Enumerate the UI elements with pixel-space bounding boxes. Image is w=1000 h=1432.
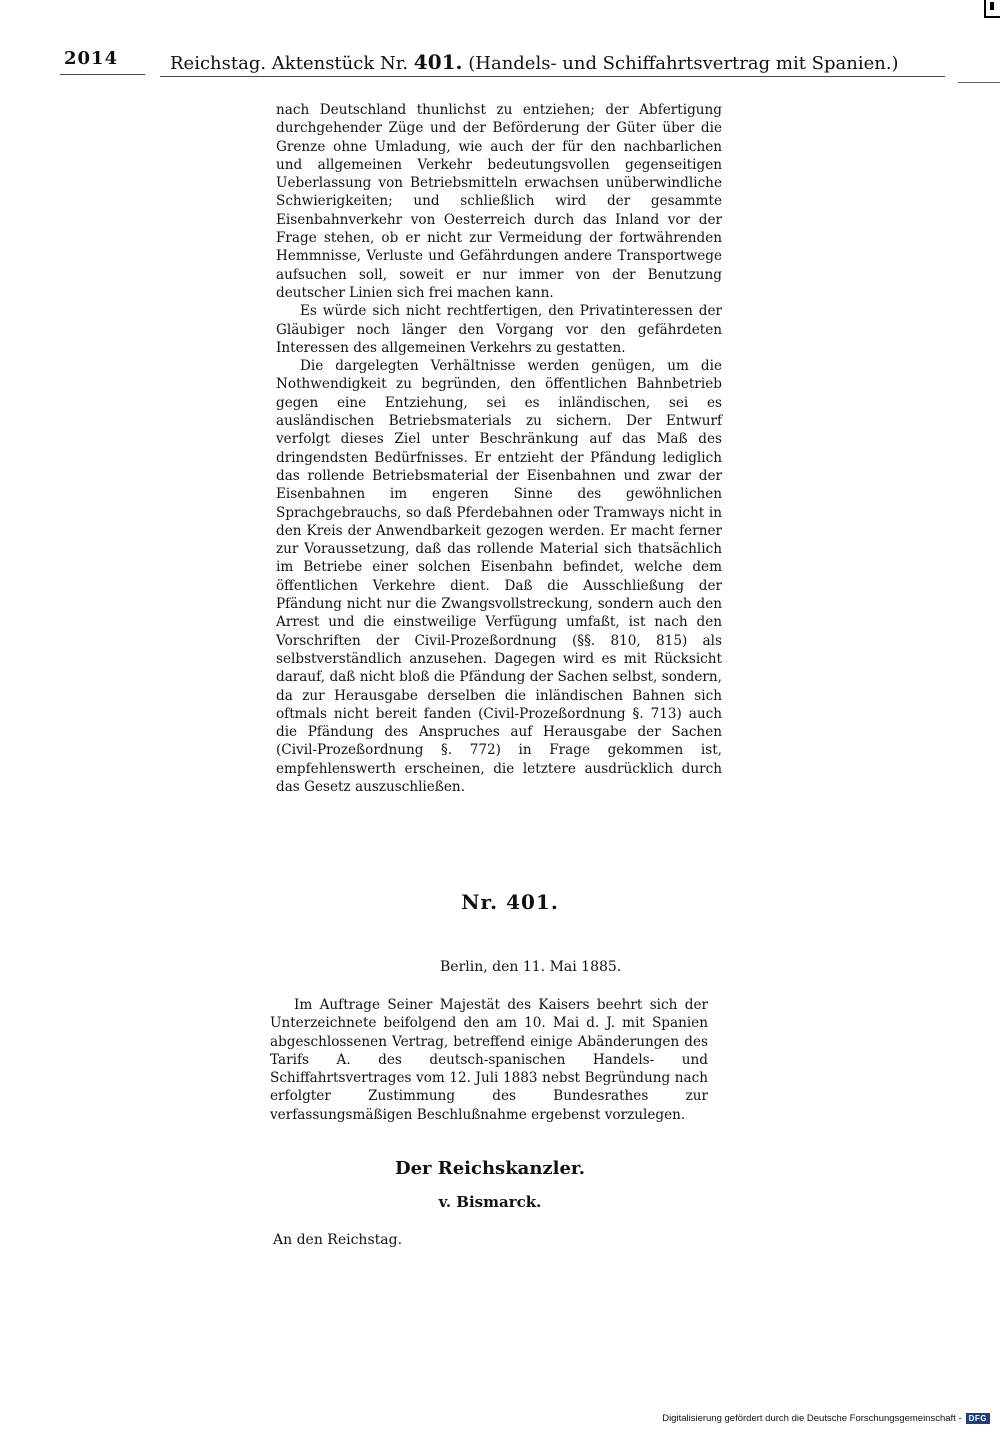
running-title-suffix: (Handels- und Schiffahrtsvertrag mit Spanien.) (462, 53, 899, 74)
body-paragraph: nach Deutschland thunlichst zu entziehen; der Abfertigung durchgehender Züge und der Beförderung der Güter über die Grenze ohne Umladung, wie auch der für den nachbarlichen und allgemeinen Verkehr bedeutungsvollen gegenseitigen Ueberlassung von Betriebsmitteln erwachsen unüberwindliche Schwierigkeiten; und schließlich wird der gesammte Eisenbahnverkehr von Oesterreich durch das Inland vor der Frage stehen, ob er nicht zur Vermeidung der fortwährenden Hemmnisse, Verluste und Gefährdungen andere Transportwege aufsuchen soll, soweit er nur immer von der Benutzung deutscher Linien sich frei machen kann. (276, 102, 722, 301)
header-rule (160, 76, 945, 77)
document-number-heading: Nr. 401. (461, 890, 559, 914)
page-number-rule (60, 74, 145, 75)
dateline: Berlin, den 11. Mai 1885. (440, 959, 622, 975)
running-title-prefix: Reichstag. Aktenstück Nr. (170, 53, 414, 74)
body-text-column (276, 101, 722, 796)
addressee: An den Reichstag. (273, 1232, 403, 1248)
footer-credit: Digitalisierung gefördert durch die Deutsche Forschungsgemeinschaft - (662, 1413, 962, 1424)
dfg-logo: DFG (966, 1413, 990, 1424)
letter-paragraph: Im Auftrage Seiner Majestät des Kaisers beehrt sich der Unterzeichnete beifolgend den am 10. Mai d. J. mit Spanien abgeschlossenen Vertrag, betreffend einige Abänderungen des Tarifs A. des deutsch-spanischen Handels- und Schiffahrtsvertrages vom 12. Juli 1883 nebst Begründung nach erfolgter Zustimmung des Bundesrathes zur verfassungsmäßigen Beschlußnahme ergebenst vorzulegen. (270, 997, 708, 1123)
body-paragraph: Es würde sich nicht rechtfertigen, den Privatinteressen der Gläubiger noch länger den Vorgang vor den gefährdeten Interessen des allgemeinen Verkehrs zu gestatten. (276, 303, 722, 356)
running-title (170, 50, 899, 74)
body-paragraph: Die dargelegten Verhältnisse werden genügen, um die Nothwendigkeit zu begründen, den öffentlichen Bahnbetrieb gegen eine Entziehung, sei es inländischen, sei es ausländischen Betriebsmaterials zu sichern. Der Entwurf verfolgt dieses Ziel unter Beschränkung auf das Maß des dringendsten Bedürfnisses. Er entzieht der Pfändung lediglich das rollende Betriebsmaterial der Eisenbahnen und zwar der Eisenbahnen im engeren Sinne des gewöhnlichen Sprachgebrauchs, so daß Pferdebahnen oder Tramways nicht in den Kreis der Anwendbarkeit gezogen werden. Er macht ferner zur Voraussetzung, daß das rollende Material sich thatsächlich im Betriebe einer solchen Eisenbahn befindet, welche dem öffentlichen Verkehre dient. Daß die Ausschließung der Pfändung nicht nur die Zwangsvollstreckung, sondern auch den Arrest und die einstweilige Verfügung umfaßt, ist nach den Vorschriften der Civil-Prozeßordnung (§§. 810, 815) als selbstverständlich anzusehen. Dagegen wird es mit Rücksicht darauf, daß nicht bloß die Pfändung der Sachen selbst, sondern, da zur Herausgabe derselben die inländischen Bahnen sich oftmals nicht bereit fanden (Civil-Prozeßordnung §. 713) auch die Pfändung des Anspruches auf Herausgabe der Sachen (Civil-Prozeßordnung §. 772) in Frage gekommen ist, empfehlenswerth erscheinen, die letztere ausdrücklich durch das Gesetz auszuschließen. (276, 358, 722, 795)
running-title-number: 401. (413, 50, 463, 74)
page-header (60, 44, 960, 84)
signer-title: Der Reichskanzler. (394, 1158, 586, 1179)
signer-name: v. Bismarck. (438, 1193, 542, 1211)
header-dash (958, 82, 1000, 83)
scan-corner-mark-inner (990, 2, 994, 10)
digitization-footer (662, 1413, 990, 1424)
page-number: 2014 (64, 48, 119, 69)
letter-text (270, 996, 708, 1124)
